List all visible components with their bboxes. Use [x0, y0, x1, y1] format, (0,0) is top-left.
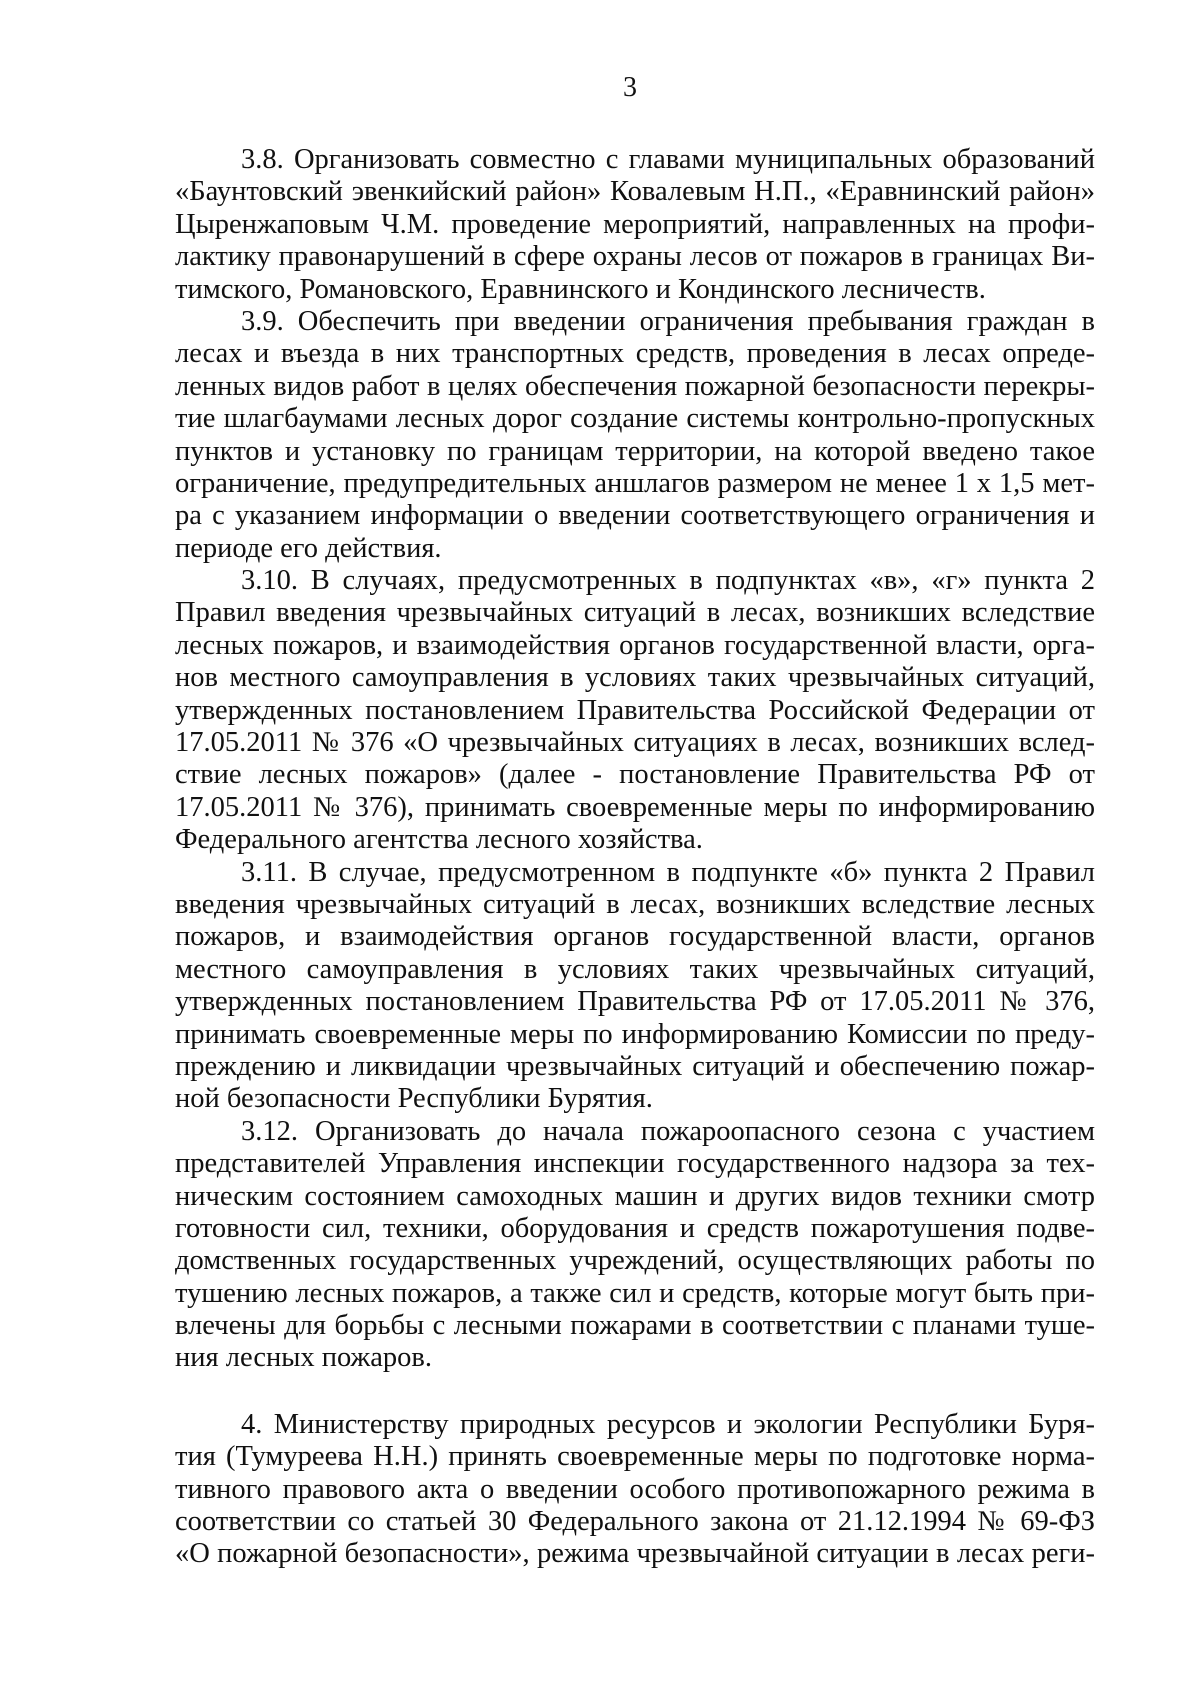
- text-line: ническим состоянием самоходных машин и других видов техники смотр: [175, 1180, 1095, 1212]
- text-line: «О пожарной безопасности», режима чрезвычайной ситуации в лесах реги-: [175, 1538, 1095, 1570]
- text-line: 3.8. Организовать совместно с главами муниципальных образований: [241, 144, 1095, 175]
- text-line: 4. Министерству природных ресурсов и экологии Республики Буря-: [241, 1408, 1095, 1440]
- text-line: «Баунтовский эвенкийский район» Ковалевым Н.П., «Еравнинский район»: [175, 176, 1095, 208]
- text-line: 17.05.2011 № 376), принимать своевременные меры по информированию: [175, 791, 1095, 823]
- text-line: тушению лесных пожаров, а также сил и средств, которые могут быть при-: [175, 1277, 1095, 1309]
- text-line: тие шлагбаумами лесных дорог создание системы контрольно-пропускных: [175, 403, 1095, 435]
- paragraph-p3-8: [175, 144, 1095, 306]
- text-line: принимать своевременные меры по информированию Комиссии по преду-: [175, 1018, 1095, 1050]
- text-line: утвержденных постановлением Правительства Российской Федерации от: [175, 694, 1095, 726]
- text-line: Цыренжаповым Ч.М. проведение мероприятий, направленных на профи-: [175, 208, 1095, 240]
- text-line: утвержденных постановлением Правительства РФ от 17.05.2011 № 376,: [175, 986, 1095, 1018]
- text-line: ленных видов работ в целях обеспечения пожарной безопасности перекры-: [175, 370, 1095, 402]
- text-line: домственных государственных учреждений, осуществляющих работы по: [175, 1245, 1095, 1277]
- text-line: 3.10. В случаях, предусмотренных в подпунктах «в», «г» пункта 2: [241, 565, 1095, 597]
- text-line: местного самоуправления в условиях таких чрезвычайных ситуаций,: [175, 953, 1095, 985]
- text-line: 3.11. В случае, предусмотренном в подпункте «б» пункта 2 Правил: [241, 856, 1095, 888]
- paragraph-p3-10: [175, 565, 1095, 857]
- text-line: тия (Тумуреева Н.Н.) принять своевременные меры по подготовке норма-: [175, 1441, 1095, 1473]
- text-line: преждению и ликвидации чрезвычайных ситуаций и обеспечению пожар-: [175, 1050, 1095, 1082]
- text-line: влечены для борьбы с лесными пожарами в соответствии с планами туше-: [175, 1310, 1095, 1342]
- text-line: 3.9. Обеспечить при введении ограничения пребывания граждан в: [241, 305, 1095, 337]
- page-number: 3: [623, 72, 637, 103]
- document-body: [175, 144, 1095, 1571]
- text-line: соответствии со статьей 30 Федерального закона от 21.12.1994 № 69-ФЗ: [175, 1506, 1095, 1538]
- paragraph-p3-11: [175, 857, 1095, 1116]
- text-line: ной безопасности Республики Бурятия.: [175, 1083, 653, 1115]
- text-line: ствие лесных пожаров» (далее - постановление Правительства РФ от: [175, 759, 1095, 791]
- paragraph-p3-9: [175, 306, 1095, 565]
- text-line: лесах и въезда в них транспортных средств, проведения в лесах опреде-: [175, 338, 1095, 370]
- text-line: Федерального агентства лесного хозяйства.: [175, 824, 703, 856]
- text-line: тимского, Романовского, Еравнинского и Кондинского лесничеств.: [175, 273, 986, 305]
- text-line: 17.05.2011 № 376 «О чрезвычайных ситуациях в лесах, возникших вслед-: [175, 727, 1095, 759]
- text-line: 3.12. Организовать до начала пожароопасного сезона с участием: [241, 1115, 1095, 1147]
- text-line: периоде его действия.: [175, 532, 442, 564]
- text-line: Правил введения чрезвычайных ситуаций в лесах, возникших вследствие: [175, 597, 1095, 629]
- text-line: лесных пожаров, и взаимодействия органов государственной власти, орга-: [175, 629, 1095, 661]
- text-line: ния лесных пожаров.: [175, 1342, 432, 1374]
- paragraph-p4: [175, 1409, 1095, 1571]
- text-line: лактику правонарушений в сфере охраны лесов от пожаров в границах Ви-: [175, 241, 1095, 273]
- text-line: ра с указанием информации о введении соответствующего ограничения и: [175, 500, 1095, 532]
- text-line: представителей Управления инспекции государственного надзора за тех-: [175, 1148, 1095, 1180]
- paragraph-gap: [175, 1375, 1095, 1409]
- paragraph-p3-12: [175, 1116, 1095, 1375]
- text-line: введения чрезвычайных ситуаций в лесах, возникших вследствие лесных: [175, 888, 1095, 920]
- text-line: ограничение, предупредительных аншлагов размером не менее 1 х 1,5 мет-: [175, 467, 1095, 499]
- text-line: тивного правового акта о введении особого противопожарного режима в: [175, 1473, 1095, 1505]
- text-line: готовности сил, техники, оборудования и средств пожаротушения подве-: [175, 1212, 1095, 1244]
- text-line: нов местного самоуправления в условиях таких чрезвычайных ситуаций,: [175, 662, 1095, 694]
- text-line: пожаров, и взаимодействия органов государственной власти, органов: [175, 921, 1095, 953]
- text-line: пунктов и установку по границам территории, на которой введено такое: [175, 435, 1095, 467]
